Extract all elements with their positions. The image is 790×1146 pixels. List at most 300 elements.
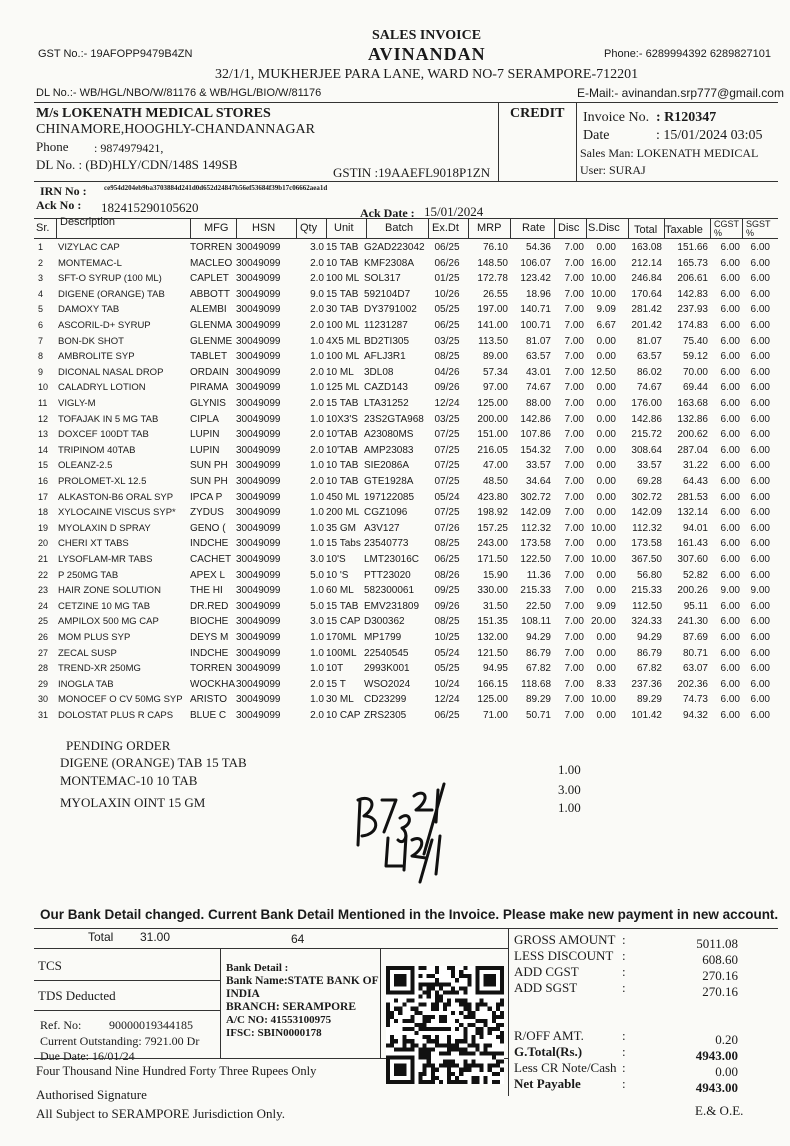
cell-unit: 170ML <box>326 632 357 643</box>
pending-item-qty: 1.00 <box>558 800 581 815</box>
salesman: Sales Man: LOKENATH MEDICAL <box>580 146 759 160</box>
summary-value: 5011.08 <box>696 936 738 951</box>
cell-qty: 2.0 <box>310 444 324 456</box>
cell-sr: 29 <box>38 678 49 689</box>
cell-description: MOM PLUS SYP <box>58 632 131 643</box>
cell-total: 67.82 <box>636 663 662 675</box>
cell-rate: 112.32 <box>521 522 551 534</box>
cell-sgst: 6.00 <box>750 382 770 394</box>
cell-rate: 88.00 <box>525 398 551 409</box>
cell-exdt: 08/25 <box>434 616 460 628</box>
cell-sr: 24 <box>38 600 49 611</box>
cell-batch: 197122085 <box>364 491 415 503</box>
summary-label: GROSS AMOUNT <box>514 932 616 947</box>
cell-sdisc: 0.00 <box>596 647 616 659</box>
cell-cgst: 9.00 <box>720 585 740 597</box>
summary-label: Net Payable <box>514 1076 581 1091</box>
table-row <box>0 585 790 601</box>
cell-batch: 2993K001 <box>364 663 410 675</box>
cell-mfg: GLYNIS <box>190 398 226 409</box>
cell-description: CETZINE 10 MG TAB <box>58 600 151 612</box>
cell-hsn: 30049099 <box>236 242 281 253</box>
cell-sdisc: 0.00 <box>596 476 616 487</box>
cell-sdisc: 8.33 <box>596 678 616 690</box>
ack-number: 182415290105620 <box>101 200 199 215</box>
firm-email: E-Mail:- avinandan.srp777@gmail.com <box>577 86 784 100</box>
cell-sgst: 6.00 <box>750 273 770 285</box>
irn-label: IRN No : <box>40 184 87 198</box>
cell-mrp: 197.00 <box>477 304 508 316</box>
cell-exdt: 09/26 <box>434 382 460 394</box>
cell-sr: 13 <box>38 429 49 440</box>
cell-cgst: 6.00 <box>720 632 740 643</box>
firm-address: 32/1/1, MUKHERJEE PARA LANE, WARD NO-7 SERAMPORE-712201 <box>215 67 639 82</box>
cell-taxable: 59.12 <box>682 351 708 363</box>
cell-hsn: 30049099 <box>236 366 281 378</box>
cell-mrp: 71.00 <box>482 710 508 721</box>
summary-separator: : <box>622 1060 626 1075</box>
cell-mfg: DEYS M <box>190 632 229 643</box>
cell-batch: ZRS2305 <box>364 710 407 721</box>
summary-label: LESS DISCOUNT <box>514 948 614 963</box>
cell-taxable: 75.40 <box>682 335 708 347</box>
cell-taxable: 161.43 <box>677 538 708 550</box>
col-sdisc: S.Disc <box>588 222 620 234</box>
cell-cgst: 6.00 <box>720 288 740 300</box>
cell-mfg: GLENME <box>190 335 233 347</box>
cell-batch: AFLJ3R1 <box>364 351 406 363</box>
cell-total: 367.50 <box>631 554 662 565</box>
cell-total: 308.64 <box>631 444 662 456</box>
cell-taxable: 70.00 <box>682 366 708 378</box>
cell-mrp: 15.90 <box>482 569 508 581</box>
cell-exdt: 05/24 <box>434 491 460 503</box>
cell-disc: 7.00 <box>564 429 584 441</box>
cell-sgst: 6.00 <box>750 663 770 675</box>
cell-description: HAIR ZONE SOLUTION <box>58 585 161 597</box>
cell-taxable: 74.73 <box>682 694 708 706</box>
cell-batch: DY3791002 <box>364 304 417 316</box>
cell-cgst: 6.00 <box>720 366 740 378</box>
cell-disc: 7.00 <box>564 335 584 347</box>
table-row <box>0 492 790 508</box>
summary-separator: : <box>622 1044 626 1059</box>
cell-description: AMPILOX 500 MG CAP <box>58 616 159 628</box>
cell-batch: 23S2GTA968 <box>364 413 424 425</box>
summary-separator: : <box>622 1028 626 1043</box>
cell-sdisc: 0.00 <box>596 507 616 519</box>
cell-hsn: 30049099 <box>236 522 281 534</box>
col-description: Description <box>60 216 116 228</box>
cell-mrp: 48.50 <box>482 476 508 487</box>
cell-qty: 5.0 <box>310 569 324 581</box>
cell-cgst: 6.00 <box>720 304 740 316</box>
cell-taxable: 87.69 <box>682 632 708 643</box>
summary-label: ADD CGST <box>514 964 579 979</box>
table-row <box>0 710 790 726</box>
cell-sdisc: 0.00 <box>596 382 616 394</box>
cell-unit: 100 ML <box>326 351 360 363</box>
table-row <box>0 258 790 274</box>
cell-qty: 3.0 <box>310 616 324 628</box>
cell-mfg: CAPLET <box>190 273 229 285</box>
cell-batch: SIE2086A <box>364 460 410 472</box>
pending-item-desc: MONTEMAC-10 10 TAB <box>60 773 198 788</box>
cell-qty: 1.0 <box>310 460 324 472</box>
cell-qty: 9.0 <box>310 288 324 300</box>
cell-disc: 7.00 <box>564 476 584 487</box>
cell-total: 81.07 <box>636 335 662 347</box>
cell-disc: 7.00 <box>564 304 584 316</box>
table-row <box>0 242 790 258</box>
cell-exdt: 07/26 <box>434 522 460 534</box>
cell-hsn: 30049099 <box>236 663 281 675</box>
cell-unit: 200 ML <box>326 507 360 519</box>
cell-total: 112.32 <box>632 522 662 534</box>
cell-unit: 100 ML <box>326 273 360 285</box>
cell-sdisc: 20.00 <box>590 616 616 628</box>
cell-hsn: 30049099 <box>236 304 281 316</box>
cell-total: 176.00 <box>631 398 662 409</box>
cell-disc: 7.00 <box>564 382 584 394</box>
document-title: SALES INVOICE <box>372 28 482 43</box>
cell-exdt: 05/25 <box>434 663 460 675</box>
cell-sr: 21 <box>38 554 49 564</box>
cell-mrp: 76.10 <box>482 242 508 253</box>
cell-cgst: 6.00 <box>720 257 740 269</box>
cell-qty: 2.0 <box>310 273 324 285</box>
cell-exdt: 01/25 <box>434 273 460 285</box>
cell-mfg: INDCHE <box>190 647 229 659</box>
invoice-date-label: Date <box>583 128 610 143</box>
cell-description: SFT-O SYRUP (100 ML) <box>58 273 162 285</box>
cell-rate: 86.79 <box>525 647 551 659</box>
cell-mrp: 57.34 <box>482 366 508 378</box>
cell-disc: 7.00 <box>564 585 584 597</box>
cell-disc: 7.00 <box>564 242 584 253</box>
cell-mfg: MACLEO <box>190 257 233 269</box>
cell-sgst: 6.00 <box>750 257 770 269</box>
cell-sgst: 6.00 <box>750 694 770 706</box>
cell-batch: GTE1928A <box>364 476 414 487</box>
col-batch: Batch <box>385 222 414 234</box>
cell-taxable: 281.53 <box>677 491 708 503</box>
cell-rate: 173.58 <box>520 538 551 550</box>
cell-taxable: 94.32 <box>682 710 708 721</box>
cell-batch: MP1799 <box>364 632 402 643</box>
cell-unit: 10 TAB <box>326 476 359 487</box>
cell-batch: SOL317 <box>364 273 401 285</box>
cell-sgst: 6.00 <box>750 413 770 425</box>
cell-mfg: INDCHE <box>190 538 229 550</box>
table-row <box>0 289 790 305</box>
cell-taxable: 63.07 <box>682 663 708 675</box>
cell-mfg: WOCKHA <box>190 678 235 690</box>
cell-rate: 54.36 <box>525 242 551 253</box>
cell-taxable: 206.61 <box>677 273 708 285</box>
cell-mrp: 200.00 <box>477 413 508 425</box>
cell-taxable: 241.30 <box>677 616 708 628</box>
cell-qty: 1.0 <box>310 647 324 659</box>
cell-exdt: 12/24 <box>434 694 460 706</box>
cell-hsn: 30049099 <box>236 507 281 519</box>
cell-rate: 67.82 <box>525 663 551 675</box>
cell-mfg: IPCA P <box>190 491 223 503</box>
cell-qty: 1.0 <box>310 351 324 363</box>
table-row <box>0 523 790 539</box>
bank-detail-title: Bank Detail : <box>226 962 289 974</box>
cell-mfg: TORREN <box>190 663 233 675</box>
cell-rate: 142.09 <box>520 507 551 519</box>
cell-qty: 2.0 <box>310 304 324 316</box>
pending-item-desc: DIGENE (ORANGE) TAB 15 TAB <box>60 755 247 770</box>
cell-batch: LMT23016C <box>364 554 420 565</box>
cell-exdt: 10/25 <box>434 632 460 643</box>
bank-branch: BRANCH: SERAMPORE <box>226 1001 357 1013</box>
cell-sdisc: 10.00 <box>590 522 616 534</box>
cell-description: ZECAL SUSP <box>58 647 117 659</box>
cell-unit: 100 ML <box>326 320 360 331</box>
cell-sgst: 6.00 <box>750 538 770 550</box>
summary-value: 608.60 <box>702 952 738 967</box>
cell-sgst: 6.00 <box>750 616 770 628</box>
col-mrp: MRP <box>477 222 502 234</box>
cell-sgst: 6.00 <box>750 304 770 316</box>
cell-mrp: 89.00 <box>482 351 508 363</box>
cell-sr: 19 <box>38 522 49 533</box>
cell-sr: 5 <box>38 304 44 315</box>
cell-mrp: 47.00 <box>482 460 508 472</box>
cell-sdisc: 10.00 <box>590 273 616 285</box>
cell-sr: 9 <box>38 366 44 377</box>
cell-unit: 100ML <box>326 647 357 659</box>
cell-cgst: 6.00 <box>720 491 740 503</box>
cell-taxable: 200.26 <box>677 585 708 597</box>
cell-disc: 7.00 <box>564 460 584 472</box>
col-exdt: Ex.Dt <box>432 222 459 234</box>
cell-disc: 7.00 <box>564 694 584 706</box>
table-row <box>0 382 790 398</box>
table-row <box>0 554 790 570</box>
cell-mrp: 26.55 <box>482 288 508 300</box>
cell-sr: 8 <box>38 351 44 362</box>
cell-disc: 7.00 <box>564 678 584 690</box>
cell-rate: 302.72 <box>520 491 551 503</box>
cell-batch: BD2TI305 <box>364 335 410 347</box>
cell-exdt: 09/25 <box>434 585 460 597</box>
cell-unit: 60 ML <box>326 585 354 597</box>
due-date: Due Date: 16/01/24 <box>40 1049 135 1063</box>
cell-qty: 2.0 <box>310 678 324 690</box>
cell-hsn: 30049099 <box>236 647 281 659</box>
jurisdiction-note: All Subject to SERAMPORE Jurisdiction Only. <box>36 1106 286 1121</box>
cell-description: ASCORIL-D+ SYRUP <box>58 320 151 331</box>
cell-total: 74.67 <box>636 382 662 394</box>
cell-unit: 15 TAB <box>326 242 359 253</box>
cell-qty: 2.0 <box>310 476 324 487</box>
cell-total: 33.57 <box>636 460 662 472</box>
cell-mfg: ALEMBI <box>190 304 227 316</box>
cell-mfg: BIOCHE <box>190 616 229 628</box>
cell-qty: 2.0 <box>310 710 324 721</box>
cell-mrp: 423.80 <box>477 491 508 503</box>
cell-sdisc: 0.00 <box>596 663 616 675</box>
cell-batch: LTA31252 <box>364 398 409 409</box>
pending-order-title: PENDING ORDER <box>66 738 171 753</box>
cell-sgst: 6.00 <box>750 288 770 300</box>
cell-mrp: 171.50 <box>477 554 508 565</box>
cell-sdisc: 0.00 <box>596 398 616 409</box>
cell-total: 163.08 <box>631 242 662 253</box>
cell-rate: 33.57 <box>525 460 551 472</box>
cell-rate: 89.29 <box>525 694 551 706</box>
cell-mrp: 125.00 <box>477 694 508 706</box>
cell-description: CHERI XT TABS <box>58 538 129 550</box>
cell-sgst: 6.00 <box>750 554 770 565</box>
firm-phone: Phone:- 6289994392 6289827101 <box>604 48 771 60</box>
cell-cgst: 6.00 <box>720 413 740 425</box>
cell-sdisc: 0.00 <box>596 444 616 456</box>
drug-license: DL No.:- WB/HGL/NBO/W/81176 & WB/HGL/BIO/W/81176 <box>36 87 322 99</box>
party-address: CHINAMORE,HOOGHLY-CHANDANNAGAR <box>36 122 315 137</box>
cell-rate: 94.29 <box>525 632 551 643</box>
cell-sdisc: 0.00 <box>596 632 616 643</box>
cell-mfg: DR.RED <box>190 600 229 612</box>
summary-value: 270.16 <box>702 968 738 983</box>
cell-unit: 15 T <box>326 678 346 690</box>
cell-mrp: 148.50 <box>477 257 508 269</box>
cell-cgst: 6.00 <box>720 663 740 675</box>
cell-unit: 125 ML <box>326 382 360 394</box>
table-row <box>0 304 790 320</box>
cell-qty: 1.0 <box>310 663 324 675</box>
cell-hsn: 30049099 <box>236 460 281 472</box>
cell-rate: 18.96 <box>525 288 551 300</box>
cell-unit: 10 TAB <box>326 460 359 472</box>
cell-description: VIGLY-M <box>58 398 96 409</box>
summary-separator: : <box>622 964 626 979</box>
cell-qty: 3.0 <box>310 554 324 565</box>
invoice-no-label: Invoice No. <box>583 110 650 125</box>
cell-qty: 5.0 <box>310 600 324 612</box>
cell-mfg: ABBOTT <box>190 288 231 300</box>
cell-sdisc: 0.00 <box>596 429 616 441</box>
summary-separator: : <box>622 932 626 947</box>
cell-description: MONOCEF O CV 50MG SYP <box>58 694 183 706</box>
pending-item-qty: 3.00 <box>558 782 581 797</box>
total-quantity: 64 <box>291 932 305 946</box>
cell-mrp: 121.50 <box>477 647 508 659</box>
cell-hsn: 30049099 <box>236 257 281 269</box>
cell-exdt: 08/25 <box>434 538 460 550</box>
cell-total: 101.42 <box>631 710 662 721</box>
cell-unit: 15 Tabs <box>326 538 361 550</box>
cell-mrp: 31.50 <box>482 600 508 612</box>
cell-sr: 10 <box>38 382 49 393</box>
cell-description: DOXCEF 100DT TAB <box>58 429 149 441</box>
cell-rate: 22.50 <box>525 600 551 612</box>
ref-number: 90000019344185 <box>109 1018 193 1032</box>
cell-cgst: 6.00 <box>720 242 740 253</box>
cell-cgst: 6.00 <box>720 616 740 628</box>
cell-unit: 30 TAB <box>326 304 359 316</box>
cell-sr: 4 <box>38 288 44 299</box>
col-qty: Qty <box>300 222 318 234</box>
cell-cgst: 6.00 <box>720 398 740 409</box>
cell-disc: 7.00 <box>564 273 584 285</box>
cell-disc: 7.00 <box>564 538 584 550</box>
cell-sr: 26 <box>38 632 49 642</box>
cell-cgst: 6.00 <box>720 382 740 394</box>
cell-cgst: 6.00 <box>720 444 740 456</box>
cell-rate: 154.32 <box>520 444 551 456</box>
table-row <box>0 336 790 352</box>
cell-sr: 20 <box>38 538 49 549</box>
cell-batch: EMV231809 <box>364 600 420 612</box>
bank-ifsc: IFSC: SBIN0000178 <box>226 1027 322 1039</box>
cell-mrp: 125.00 <box>477 398 508 409</box>
cell-batch: AMP23083 <box>364 444 414 456</box>
bank-name: Bank Name:STATE BANK OF <box>226 975 379 987</box>
cell-description: XYLOCAINE VISCUS SYP* <box>58 507 176 519</box>
table-row <box>0 507 790 523</box>
cell-total: 324.33 <box>631 616 662 628</box>
cell-batch: D300362 <box>364 616 405 628</box>
cell-hsn: 30049099 <box>236 600 281 612</box>
cell-sdisc: 0.00 <box>596 710 616 721</box>
cell-disc: 7.00 <box>564 351 584 363</box>
cell-batch: KMF2308A <box>364 257 415 269</box>
cell-qty: 1.0 <box>310 522 324 534</box>
table-row <box>0 601 790 617</box>
cell-mrp: 141.00 <box>477 320 508 331</box>
table-row <box>0 570 790 586</box>
cell-disc: 7.00 <box>564 554 584 565</box>
cell-disc: 7.00 <box>564 569 584 581</box>
table-row <box>0 679 790 695</box>
cell-unit: 15 TAB <box>326 398 359 409</box>
cell-taxable: 200.62 <box>677 429 708 441</box>
cell-description: TREND-XR 250MG <box>58 663 141 675</box>
total-label: Total <box>88 930 114 944</box>
cell-sr: 22 <box>38 569 49 580</box>
cell-sr: 12 <box>38 413 49 424</box>
cell-sr: 7 <box>38 335 44 346</box>
cell-taxable: 163.68 <box>677 398 708 409</box>
cell-exdt: 10/24 <box>434 678 460 690</box>
party-gstin: GSTIN :19AAEFL9018P1ZN <box>333 165 491 180</box>
col-disc: Disc <box>558 222 580 234</box>
cell-sr: 16 <box>38 476 49 486</box>
cell-sdisc: 10.00 <box>590 694 616 706</box>
cell-unit: 15 CAP <box>326 616 361 628</box>
cell-unit: 10T <box>326 663 344 675</box>
cell-sgst: 6.00 <box>750 600 770 612</box>
cell-hsn: 30049099 <box>236 554 281 565</box>
cell-taxable: 64.43 <box>682 476 708 487</box>
cell-disc: 7.00 <box>564 647 584 659</box>
cell-sgst: 6.00 <box>750 460 770 472</box>
cell-sdisc: 9.09 <box>596 304 616 316</box>
cell-taxable: 69.44 <box>682 382 708 394</box>
cell-hsn: 30049099 <box>236 694 281 706</box>
summary-separator: : <box>622 948 626 963</box>
cell-exdt: 06/26 <box>434 257 460 269</box>
cell-total: 56.80 <box>636 569 662 581</box>
cell-batch: PTT23020 <box>364 569 411 581</box>
cell-total: 173.58 <box>631 538 662 550</box>
cell-disc: 7.00 <box>564 600 584 612</box>
